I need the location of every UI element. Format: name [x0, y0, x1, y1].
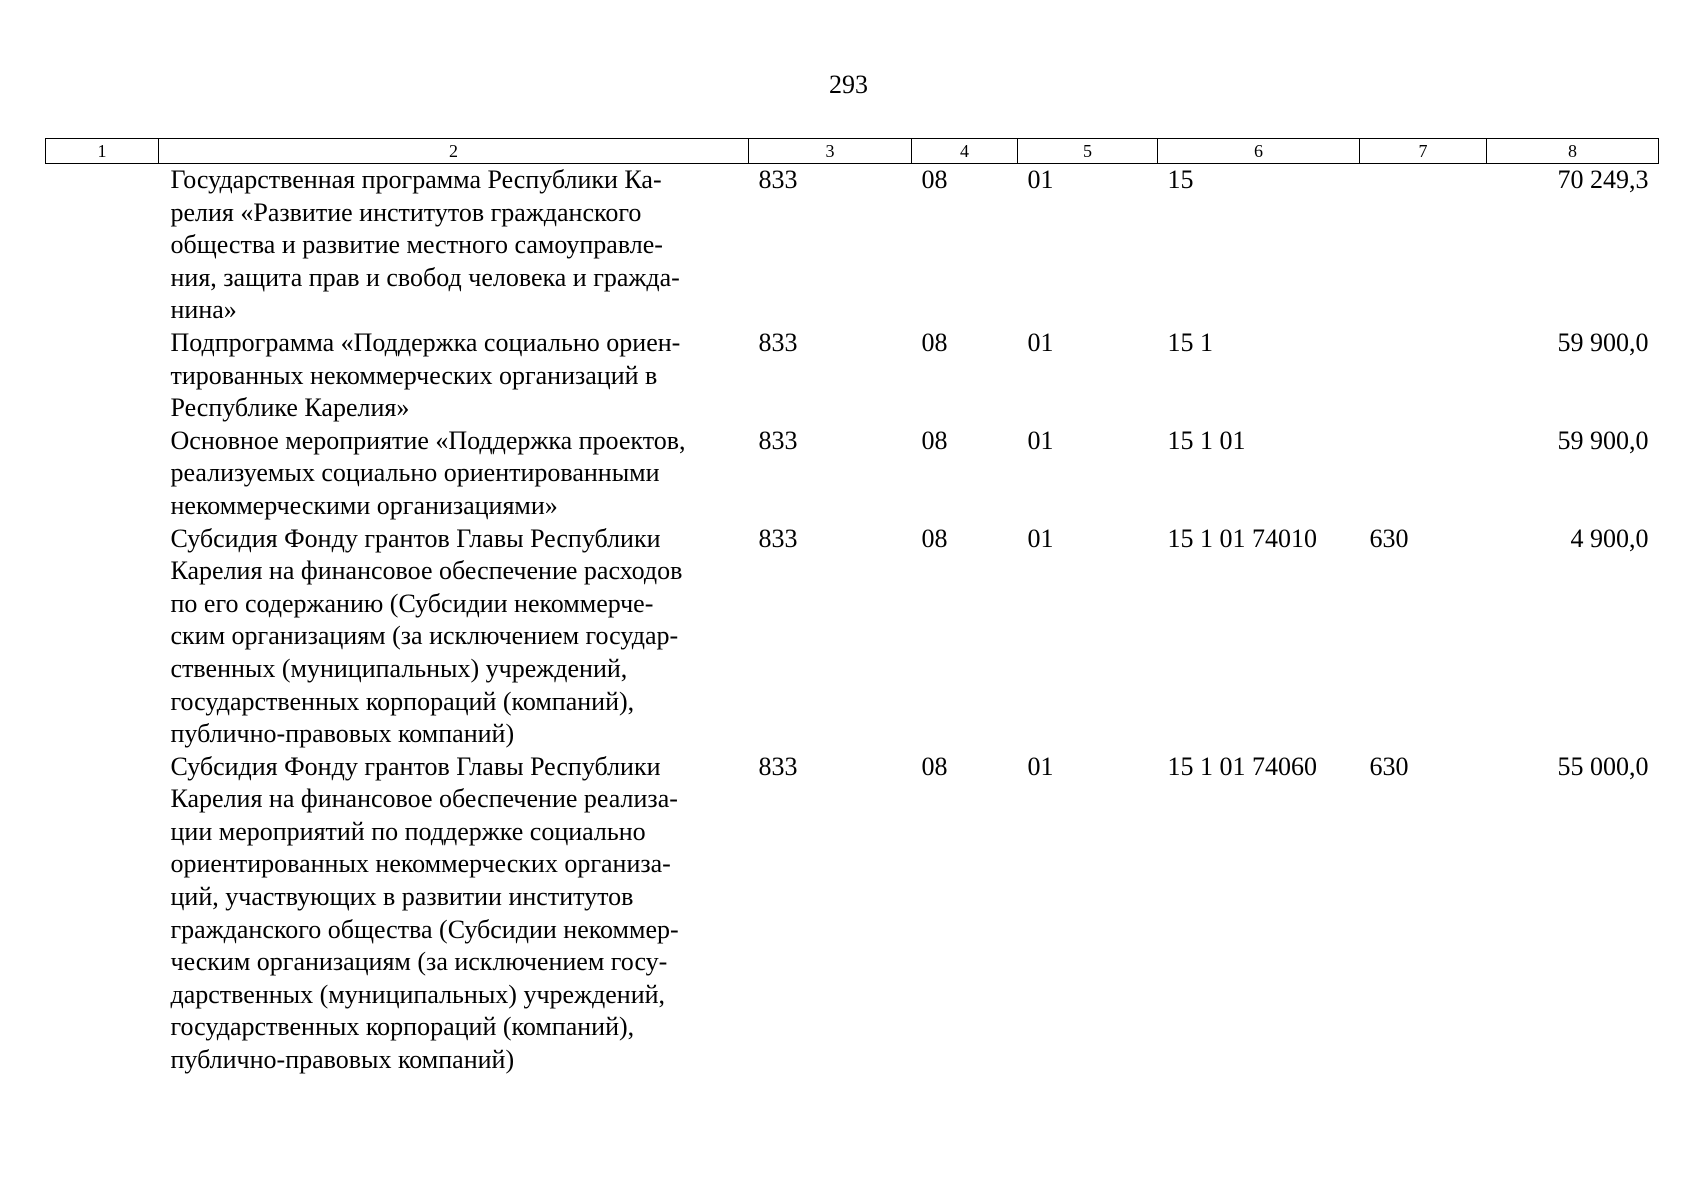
column-header-2: 2 — [159, 139, 749, 164]
cell-subsection: 01 — [1027, 165, 1054, 194]
cell-section: 08 — [921, 165, 948, 194]
cell-col1 — [46, 164, 159, 327]
cell-section: 08 — [921, 327, 948, 357]
cell-section: 08 — [921, 523, 948, 553]
table-row — [46, 751, 1659, 1077]
cell-subsection: 01 — [1027, 751, 1054, 781]
cell-expense-type — [1360, 164, 1487, 327]
cell-col1 — [46, 327, 159, 425]
cell-subsection: 01 — [1027, 523, 1054, 553]
cell-target-article: 15 1 — [1167, 327, 1213, 357]
cell-expense-type — [1360, 425, 1487, 523]
cell-subsection: 01 — [1027, 425, 1054, 455]
cell-chapter: 833 — [758, 425, 798, 455]
page-number: 293 — [829, 70, 868, 99]
cell-chapter: 833 — [758, 751, 798, 781]
cell-target-article: 15 1 01 74060 — [1167, 751, 1317, 781]
cell-col1 — [46, 751, 159, 1077]
column-header-7: 7 — [1360, 139, 1487, 164]
cell-expense-type: 630 — [1369, 751, 1409, 781]
cell-col1 — [46, 523, 159, 751]
cell-amount: 59 900,0 — [1557, 425, 1649, 455]
column-header-5: 5 — [1018, 139, 1158, 164]
column-header-1: 1 — [46, 139, 159, 164]
cell-name: Субсидия Фонду грантов Главы Республики Карелия на финансовое обеспечение реализа- ции мероприятий по поддержке социально ориентированных некоммерческих организа- ций, участвующих в развитии институтов гражданского общества (Субсидии некоммер- ческим организациям (за исключением госу- дарственных (муниципальных) учреждений, государственных корпораций (компаний), публично-правовых компаний) — [170, 751, 679, 1075]
cell-section: 08 — [921, 751, 948, 781]
column-header-6: 6 — [1158, 139, 1360, 164]
cell-amount: 55 000,0 — [1557, 751, 1649, 781]
table-header-row — [46, 139, 1659, 164]
table-row — [46, 523, 1659, 751]
cell-amount: 4 900,0 — [1570, 523, 1649, 553]
cell-target-article: 15 1 01 74010 — [1167, 523, 1317, 553]
cell-name: Субсидия Фонду грантов Главы Республики Карелия на финансовое обеспечение расходов по его содержанию (Субсидии некоммерче- ским организациям (за исключением государ- ственных (муниципальных) учреждений, государственных корпораций (компаний), публично-правовых компаний) — [170, 523, 683, 749]
cell-chapter: 833 — [758, 165, 798, 194]
cell-col1 — [46, 425, 159, 523]
table-row — [46, 327, 1659, 425]
cell-chapter: 833 — [758, 327, 798, 357]
cell-amount: 70 249,3 — [1557, 165, 1649, 194]
table-body — [46, 164, 1659, 1077]
cell-expense-type — [1360, 327, 1487, 425]
cell-chapter: 833 — [758, 523, 798, 553]
table-row — [46, 425, 1659, 523]
cell-target-article: 15 1 01 — [1167, 425, 1246, 455]
column-header-3: 3 — [749, 139, 912, 164]
budget-table — [45, 138, 1659, 1077]
cell-expense-type: 630 — [1369, 523, 1409, 553]
cell-subsection: 01 — [1027, 327, 1054, 357]
cell-target-article: 15 — [1167, 165, 1194, 194]
cell-section: 08 — [921, 425, 948, 455]
column-header-8: 8 — [1487, 139, 1659, 164]
cell-name: Подпрограмма «Поддержка социально ориен- тированных некоммерческих организаций в Республике Карелия» — [170, 327, 681, 423]
table-row — [46, 164, 1659, 327]
column-header-4: 4 — [912, 139, 1018, 164]
cell-amount: 59 900,0 — [1557, 327, 1649, 357]
cell-name: Основное мероприятие «Поддержка проектов, реализуемых социально ориентированными некоммерческими организациями» — [170, 425, 686, 520]
cell-name: Государственная программа Республики Ка- релия «Развитие институтов гражданского общества и развитие местного самоуправле- ния, защита прав и свобод человека и гражда- нина» — [170, 165, 680, 325]
